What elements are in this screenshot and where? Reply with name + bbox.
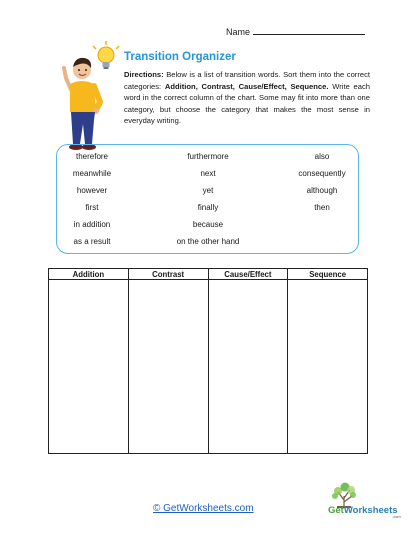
word-bank xyxy=(56,144,359,254)
word-item: also xyxy=(314,152,330,161)
word-item: finally xyxy=(197,203,219,212)
word-item: as a result xyxy=(73,237,111,246)
cause-effect-answer-cell[interactable] xyxy=(208,280,288,454)
lightbulb-icon xyxy=(93,41,119,69)
word-item: in addition xyxy=(73,220,111,229)
tree-logo-icon xyxy=(312,482,400,526)
name-field xyxy=(226,27,365,37)
word-item: therefore xyxy=(75,152,109,161)
word-item: first xyxy=(85,203,99,212)
directions-text xyxy=(124,69,370,127)
footer-link[interactable]: © GetWorksheets.com xyxy=(153,503,254,514)
word-item: meanwhile xyxy=(72,169,112,178)
boy-pointing-illustration xyxy=(64,58,100,150)
word-item: yet xyxy=(202,186,214,195)
page-title: Transition Organizer xyxy=(124,51,236,63)
word-item: on the other hand xyxy=(176,237,240,246)
word-item: because xyxy=(192,220,224,229)
directions-part2: Write each word in the correct column of the chart. Some may fit into more than one category, but choose the category that makes the most sense in everyday writing. xyxy=(124,81,371,125)
name-blank-line xyxy=(253,34,365,35)
sequence-answer-cell[interactable] xyxy=(288,280,368,454)
contrast-answer-cell[interactable] xyxy=(128,280,208,454)
directions-categories: Addition, Contrast, Cause/Effect, Sequence. xyxy=(164,81,329,91)
chart-header-cause-effect: Cause/Effect xyxy=(208,269,288,280)
sorting-chart xyxy=(48,268,368,454)
logo-rest: Worksheets xyxy=(343,505,398,516)
chart-header-contrast: Contrast xyxy=(128,269,208,280)
logo-com: .com xyxy=(392,514,401,519)
logo-get: Get xyxy=(328,505,344,516)
logo-wordmark xyxy=(328,505,398,516)
word-item: next xyxy=(200,169,216,178)
boy-lightbulb-illustration xyxy=(58,40,122,160)
addition-answer-cell[interactable] xyxy=(49,280,129,454)
directions-part1: Below is a list of transition words. Sort them into the correct categories: xyxy=(124,70,370,91)
word-item: furthermore xyxy=(187,152,229,161)
chart-header-row xyxy=(49,269,368,280)
name-label: Name xyxy=(226,27,251,37)
chart-header-sequence: Sequence xyxy=(288,269,368,280)
word-item: consequently xyxy=(298,169,346,178)
word-item: however xyxy=(76,186,108,195)
word-item: then xyxy=(314,203,330,212)
word-item: although xyxy=(306,186,338,195)
directions-lead: Directions: xyxy=(124,70,164,79)
chart-header-addition: Addition xyxy=(49,269,129,280)
chart-answer-row xyxy=(49,280,368,454)
